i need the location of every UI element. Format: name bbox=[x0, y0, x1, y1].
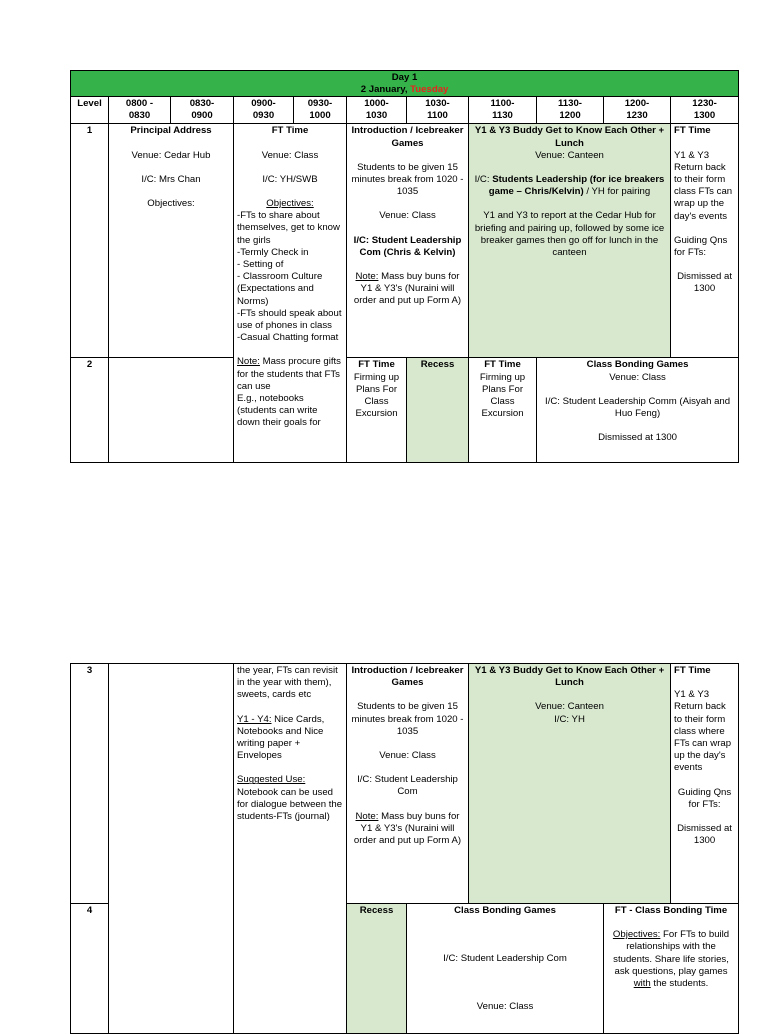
principal-venue: Venue: Cedar Hub bbox=[131, 149, 211, 161]
bonding-ic: I/C: Student Leadership Com bbox=[443, 953, 567, 965]
header-time: 0830- 0900 bbox=[171, 97, 234, 124]
ft-objectives-label: Objectives: bbox=[266, 198, 314, 210]
buddy-ic-prefix: I/C: bbox=[474, 174, 493, 186]
buddy-cell bbox=[469, 664, 671, 904]
principal-title: Principal Address bbox=[130, 125, 212, 137]
ft-end-cell bbox=[671, 124, 739, 358]
ft-end-guide: Guiding Qns for FTs: bbox=[677, 786, 732, 810]
header-time: 0900- 0930 bbox=[234, 97, 294, 124]
intro-ic: I/C: Student Leadership Com (Chris & Kelvin) bbox=[353, 234, 462, 258]
buddy-title: Y1 & Y3 Buddy Get to Know Each Other + Lunch bbox=[474, 665, 665, 689]
ft-cont-use-text: Notebook can be used for dialogue between the students-FTs (journal) bbox=[237, 786, 343, 823]
buddy-cell bbox=[469, 124, 671, 358]
day-title-bar bbox=[71, 71, 739, 97]
ft-note-label: Note: bbox=[237, 356, 260, 368]
ft-cont-y-text: Nice Cards, Notebooks and Nice writing paper + Envelopes bbox=[237, 713, 325, 762]
row2-ft-time-cell bbox=[347, 358, 407, 463]
header-time: 1030- 1100 bbox=[407, 97, 469, 124]
header-row bbox=[71, 97, 739, 124]
header-time: 1230- 1300 bbox=[671, 97, 739, 124]
ft-end-title: FT Time bbox=[674, 665, 711, 676]
intro-title: Introduction / Icebreaker Games bbox=[351, 125, 464, 149]
intro-cell bbox=[347, 124, 469, 358]
ft-cont-use-label: Suggested Use: bbox=[237, 774, 306, 786]
buddy-ic-bold: Students Leadership (for ice breakers game – Chris/Kelvin) bbox=[488, 174, 665, 198]
bonding-title: Class Bonding Games bbox=[586, 359, 689, 371]
intro-note-label: Note: bbox=[355, 810, 379, 822]
header-time: 1000- 1030 bbox=[347, 97, 407, 124]
ft-time-ic: I/C: YH/SWB bbox=[262, 173, 318, 185]
day-title: Day 1 bbox=[391, 72, 418, 83]
level-cell: 4 bbox=[71, 904, 109, 1034]
ft-time-title: FT Time bbox=[271, 125, 309, 137]
buddy-desc: Y1 and Y3 to report at the Cedar Hub for briefing and pairing up, followed by some ice breaker games then go off for lunch in the canteen bbox=[474, 210, 665, 259]
recess-cell: Recess bbox=[407, 358, 469, 463]
day-date: 2 January, bbox=[360, 83, 411, 95]
intro-cell bbox=[347, 664, 469, 904]
header-time: 0930- 1000 bbox=[294, 97, 347, 124]
ft-bonding-time-cell bbox=[604, 904, 739, 1034]
row2-ft2-text: Firming up Plans For Class Excursion bbox=[479, 371, 526, 420]
principal-objectives: Objectives: bbox=[147, 198, 195, 210]
ft-end-guide: Guiding Qns for FTs: bbox=[674, 234, 728, 259]
intro-break: Students to be given 15 minutes break from 1020 - 1035 bbox=[351, 161, 464, 198]
header-time: 1130- 1200 bbox=[537, 97, 604, 124]
ft-time-venue: Venue: Class bbox=[261, 149, 319, 161]
ft-objectives-text: -FTs to share about themselves, get to know the girls -Termly Check in - Setting of - Classroom Culture (Expectations and Norms) -FTs should speak about use of phones in class -Casual Chatting format bbox=[237, 210, 342, 344]
ft-note-text: Mass procure gifts for the students that FTs can use E.g., notebooks (students can write down their goals for bbox=[237, 356, 341, 429]
empty-cell bbox=[109, 358, 234, 463]
bonding-dismissed: Dismissed at 1300 bbox=[598, 432, 678, 444]
intro-title: Introduction / Icebreaker Games bbox=[351, 665, 464, 689]
bonding-ic: I/C: Student Leadership Comm (Aisyah and Huo Feng) bbox=[545, 395, 731, 420]
intro-venue: Venue: Class bbox=[379, 750, 436, 762]
row2-ft-text: Firming up Plans For Class Excursion bbox=[353, 371, 400, 420]
ft-cont-y-label: Y1 - Y4: bbox=[237, 713, 272, 725]
class-bonding-cell bbox=[407, 904, 604, 1034]
level-cell: 2 bbox=[71, 358, 109, 463]
header-time: 0800 - 0830 bbox=[109, 97, 171, 124]
ft-time-cell bbox=[234, 124, 347, 463]
class-bonding-cell bbox=[537, 358, 739, 463]
ft-bonding-obj-b: the students. bbox=[650, 978, 709, 990]
header-level: Level bbox=[71, 97, 109, 124]
intro-note-text: Mass buy buns for Y1 & Y3's (Nuraini will order and put up Form A) bbox=[353, 271, 462, 307]
buddy-title: Y1 & Y3 Buddy Get to Know Each Other + Lunch bbox=[474, 125, 665, 149]
principal-address-cell bbox=[109, 124, 234, 358]
day-weekday: Tuesday bbox=[410, 83, 449, 95]
bonding-title: Class Bonding Games bbox=[454, 905, 556, 916]
buddy-ic-suffix: / YH for pairing bbox=[583, 186, 651, 198]
ft-time-continued-cell bbox=[234, 664, 347, 1034]
header-time: 1200- 1230 bbox=[604, 97, 671, 124]
schedule-table-continued bbox=[70, 663, 739, 1034]
ft-bonding-obj-label: Objectives: bbox=[612, 929, 661, 941]
ft-cont-text: the year, FTs can revisit in the year with them), sweets, cards etc bbox=[237, 665, 338, 701]
schedule-table-day1 bbox=[70, 70, 739, 463]
row2-ft-time-cell-2 bbox=[469, 358, 537, 463]
bonding-venue: Venue: Class bbox=[609, 371, 666, 383]
intro-ic: I/C: Student Leadership Com bbox=[357, 774, 458, 798]
ft-end-text: Y1 & Y3 Return back to their form class where FTs can wrap up the day's events bbox=[674, 689, 732, 774]
bonding-venue: Venue: Class bbox=[476, 1001, 534, 1013]
buddy-venue: Venue: Canteen bbox=[535, 701, 604, 713]
empty-cell bbox=[109, 664, 234, 1034]
ft-bonding-obj-a: For FTs to build relationships with the students. Share life stories, ask questions, play games bbox=[613, 929, 730, 977]
row2-ft-title: FT Time bbox=[358, 359, 395, 371]
ft-end-dismissed: Dismissed at 1300 bbox=[677, 271, 733, 295]
ft-end-text: Y1 & Y3 Return back to their form class FTs can wrap up the day's events bbox=[674, 149, 733, 222]
level-cell: 1 bbox=[71, 124, 109, 358]
ft-bonding-obj-with: with bbox=[633, 978, 651, 990]
ft-bonding-title: FT - Class Bonding Time bbox=[614, 905, 728, 916]
buddy-ic: I/C: YH bbox=[554, 713, 585, 725]
ft-end-cell bbox=[671, 664, 739, 904]
intro-break: Students to be given 15 minutes break from 1020 - 1035 bbox=[351, 701, 464, 737]
intro-note-text: Mass buy buns for Y1 & Y3's (Nuraini will order and put up Form A) bbox=[353, 810, 462, 847]
ft-end-dismissed: Dismissed at 1300 bbox=[677, 823, 732, 847]
ft-end-title: FT Time bbox=[674, 125, 711, 137]
recess-cell: Recess bbox=[347, 904, 407, 1034]
header-time: 1100- 1130 bbox=[469, 97, 537, 124]
intro-note-label: Note: bbox=[355, 271, 379, 283]
level-cell: 3 bbox=[71, 664, 109, 904]
buddy-venue: Venue: Canteen bbox=[535, 149, 604, 161]
intro-venue: Venue: Class bbox=[379, 210, 436, 222]
principal-ic: I/C: Mrs Chan bbox=[141, 173, 201, 185]
row2-ft2-title: FT Time bbox=[484, 359, 521, 371]
